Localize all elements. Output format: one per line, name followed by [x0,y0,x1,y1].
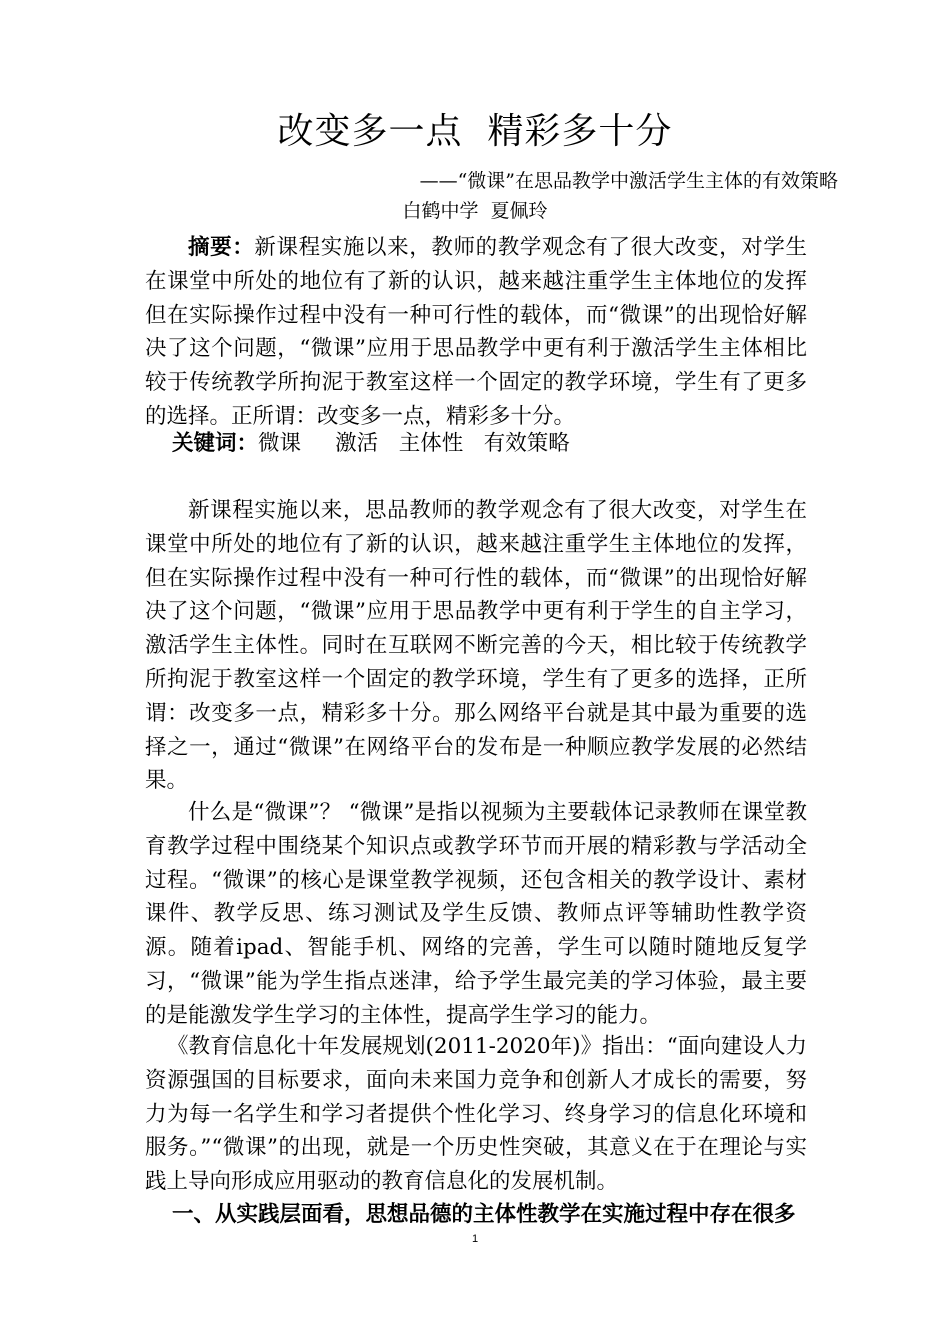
keywords-label: 关键词： [172,431,259,456]
document-title: 改变多一点 精彩多十分 [277,111,673,152]
section-heading: 一、从实践层面看，思想品德的主体性教学在实施过程中存在很多 [172,1202,796,1227]
keywords-text: 微课 激活 主体性 有效策略 [258,431,570,456]
body-paragraph: 什么是“微课”？ “微课”是指以视频为主要载体记录教师在课堂教育教学过程中围绕某个知识点或教学环节而开展的精彩教与学活动全过程。“微课”的核心是课堂教学视频，还包含相关的教学设计、素材课件、教学反思、练习测试及学生反馈、教师点评等辅助性教学资源。随着ipad、智能手机、网络的完善，学生可以随时随地反复学习，“微课”能为学生指点迷津，给予学生最完美的学习体验，最主要的是能激发学生学习的主体性，提高学生学习的能力。 [145,800,807,1028]
abstract-paragraph [145,231,807,434]
body-paragraph: 《教育信息化十年发展规划(2011-2020年)》指出：“面向建设人力资源强国的目标要求，面向未来国力竞争和创新人才成长的需要，努力为每一名学生和学习者提供个性化学习、终身学习的信息化环境和服务。”“微课”的出现，就是一个历史性突破，其意义在于在理论与实践上导向形成应用驱动的教育信息化的发展机制。 [145,1034,807,1195]
author-line: 白鹤中学 夏佩玲 [402,200,548,222]
page-number: 1 [471,1233,479,1245]
document-subtitle: ——“微课”在思品教学中激活学生主体的有效策略 [419,170,838,192]
body-paragraph: 新课程实施以来，思品教师的教学观念有了很大改变，对学生在课堂中所处的地位有了新的认识，越来越注重学生主体地位的发挥，但在实际操作过程中没有一种可行性的载体，而“微课”的出现恰好解决了这个问题，“微课”应用于思品教学中更有利于学生的自主学习，激活学生主体性。同时在互联网不断完善的今天，相比较于传统教学所拘泥于教室这样一个固定的教学环境，学生有了更多的选择，正所谓：改变多一点，精彩多十分。那么网络平台就是其中最为重要的选择之一，通过“微课”在网络平台的发布是一种顺应教学发展的必然结果。 [145,498,807,794]
abstract-text: 新课程实施以来，教师的教学观念有了很大改变，对学生在课堂中所处的地位有了新的认识，越来越注重学生主体地位的发挥但在实际操作过程中没有一种可行性的载体，而“微课”的出现恰好解决了这个问题，“微课”应用于思品教学中更有利于激活学生主体相比较于传统教学所拘泥于教室这样一个固定的教学环境，学生有了更多的选择。正所谓：改变多一点，精彩多十分。 [145,235,807,429]
abstract-label: 摘要： [188,235,255,260]
keywords-line [145,427,807,460]
